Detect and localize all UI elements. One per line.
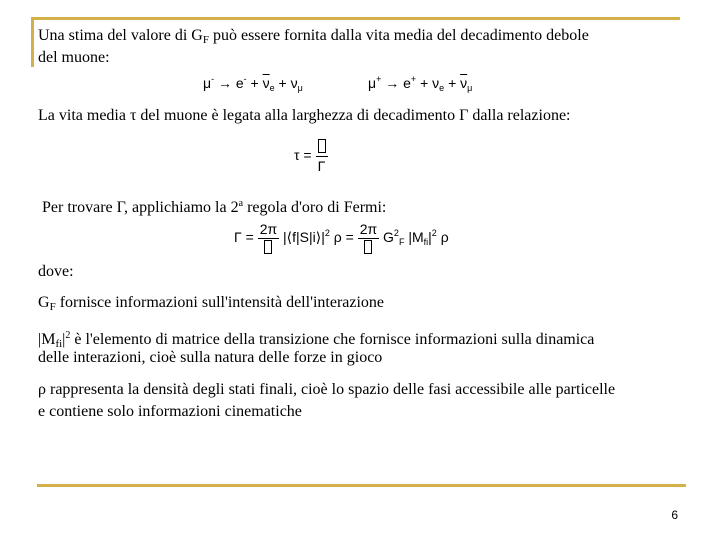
intro-line-1: Una stima del valore di $G_F$ può essere fornita dalla vita media del decadimento debole — [38, 27, 589, 46]
left-rule — [31, 17, 34, 67]
golden-rule-fraction-2: 2π — [358, 220, 379, 257]
mfi-description-line-2: delle interazioni, cioè sulla natura delle forze in gioco — [38, 349, 383, 366]
decay-equation-minus: $\mu^- \to e^- + \overline{\nu}_e + \nu_\mu$ — [203, 74, 303, 93]
tau-fraction: Γ — [316, 138, 328, 175]
bottom-rule — [37, 484, 686, 487]
tau-formula: τ = Γ — [294, 138, 328, 175]
rho-description-line-1: ρ rappresenta la densità degli stati finali, cioè lo spazio delle fasi accessibile alle particelle — [38, 381, 616, 398]
golden-rule-fraction-1: 2π — [258, 220, 279, 257]
decay-equation-plus: $\mu^+ \to e^+ + \nu_e + \overline{\nu}_\mu$ — [368, 74, 473, 93]
lifetime-text: La vita media τ del muone è legata alla larghezza di decadimento Γ dalla relazione: — [38, 107, 571, 124]
dove-label: dove: — [38, 263, 74, 280]
hbar-placeholder-glyph — [318, 139, 326, 153]
hbar-placeholder-glyph — [264, 240, 272, 254]
rho-description-line-2: e contiene solo informazioni cinematiche — [38, 403, 302, 420]
top-rule — [31, 17, 680, 20]
page-number: 6 — [671, 508, 678, 522]
mfi-description-line-1: $|M_{fi}|^2$ è l'elemento di matrice della transizione che fornisce informazioni sulla dinamica — [38, 330, 595, 350]
golden-rule-formula: Γ = 2π $|⟨f|S|i⟩|^2$ ρ = 2π $G^2_F$ $|M_{fi}|^2$ ρ — [234, 220, 449, 257]
gf-description: $G_F$ fornisce informazioni sull'intensità dell'interazione — [38, 294, 385, 313]
fermi-text: Per trovare Γ, applichiamo la 2$^a$ regola d'oro di Fermi: — [42, 198, 387, 216]
intro-line-2: del muone: — [38, 49, 110, 66]
hbar-placeholder-glyph — [364, 240, 372, 254]
